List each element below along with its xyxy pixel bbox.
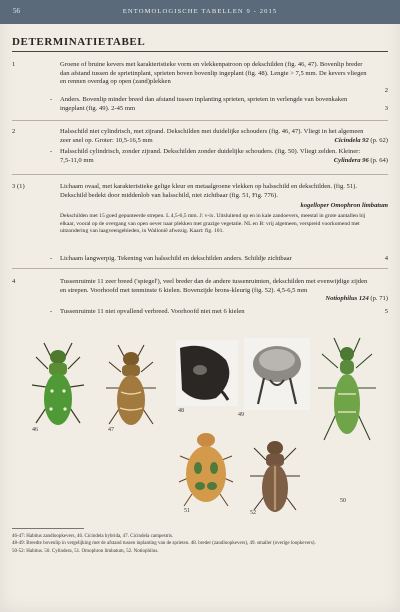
running-title: ENTOMOLOGISCHE TABELLEN 9 - 2015: [122, 8, 278, 15]
beetle-51-illustration: [178, 426, 234, 512]
page-ref: (p. 71): [370, 295, 388, 302]
page-number: 56: [13, 7, 20, 15]
couplet-number: 4: [12, 278, 16, 285]
couplet-1: [12, 61, 388, 94]
couplet-2-b: - Halsschild cylindrisch, zonder zijrand. Dekschilden zonder duidelijke schouders. (fig. 50). Vliegt zelden. Kleiner: 7,5-11,0 mm Cylindera 96 (p. 64): [50, 148, 388, 164]
beetle-50-illustration: [316, 336, 378, 452]
couplet-number: 1: [12, 61, 16, 68]
caption-50-52: 50-52: Habitus. 50. Cylindera, 51. Omophron limbatum, 52. Notiophilus.: [12, 548, 159, 554]
figure-label: 46: [32, 427, 38, 433]
beetle-47-illustration: [104, 342, 158, 438]
figure-label: 49: [238, 412, 244, 418]
taxon-result: kogelloper Omophron limbatum: [300, 202, 388, 209]
couplet-lead-a: Lichaam ovaal, met karakteristieke gelige kleur en metaalgroene vlekken op halsschild en dekschilden. (fig. 51). Dekschild bedekt door middenlob van halsschild, niet zichtbaar (fig. 51, Fig. 776).: [60, 183, 357, 199]
taxon-result: Notiophilus 124: [325, 295, 369, 302]
couplet-goto: 5: [384, 308, 388, 315]
couplet-goto: 4: [384, 255, 388, 262]
taxon-result: Cicindela 92: [334, 137, 369, 144]
couplet-separator: [12, 268, 388, 269]
figure-label: 52: [250, 510, 256, 516]
couplet-number: 2: [12, 128, 16, 135]
couplet-number: 3 (1): [12, 183, 25, 190]
figure-label: 50: [340, 498, 346, 504]
beetle-52-illustration: [246, 432, 304, 518]
section-title: DETERMINATIETABEL: [12, 36, 146, 48]
taxon-result: Cylindera 96: [333, 157, 369, 164]
labrum-49-illustration: [244, 338, 310, 410]
caption-46-47: 46-47: Habitus zandloopkevers, 46. Cicindela hybrida, 47. Cicindela campestris.: [12, 534, 174, 539]
figure-label: 48: [178, 408, 184, 414]
couplet-1-b: - Anders. Bovenlip minder breed dan afstand tussen inplanting sprieten, sprieten in verlengde van bovenkaken ingeplant (fig. 49). 2-45 mm 3: [50, 96, 388, 112]
couplet-lead-b: Tussenruimte 11 niet opvallend verbreed. Voorhoofd niet met 6 kielen: [60, 308, 245, 315]
caption-48-49: 48-49: Breedte bovenlip in vergelijking met de afstand tussen inplanting van de sprieten. 48. breder (zandloopkevers), 49. smaller (overige loopkevers).: [12, 541, 316, 547]
couplet-lead-a: Tussenruimte 11 zeer breed ('spiegel'), veel breder dan de andere tussenruimten, dekschilden met evenwijdige zijden en strepen. Voorhoofd met tenminste 6 kielen. Bovenzijde brons-kleurig (fig. 52). 4,5-6,5 mm: [60, 278, 368, 294]
couplet-lead-a: Halsschild niet cylindrisch, met zijrand. Dekschilden met duidelijke schouders (fig. 46, 47). Vliegt in het algemeen zeer snel op. Groter: 10,5-16,5 mm: [60, 128, 364, 144]
couplet-2: [12, 128, 388, 145]
couplet-4: [12, 278, 388, 302]
couplet-lead-b: Anders. Bovenlip minder breed dan afstand tussen inplanting sprieten, sprieten in verlengde van bovenkaken ingeplant (fig. 49). 2-45 mm: [60, 96, 348, 112]
species-note: [12, 213, 388, 236]
beetle-46-illustration: [30, 339, 86, 439]
couplet-3-b: - Lichaam langwerpig. Tekening van halsschild en dekschilden anders. Schildje zichtbaar 4: [50, 255, 388, 262]
page-ref: (p. 64): [370, 157, 388, 164]
page-ref: (p. 62): [370, 137, 388, 144]
couplet-goto: 2: [384, 87, 388, 94]
couplet-4-b: - Tussenruimte 11 niet opvallend verbreed. Voorhoofd niet met 6 kielen 5: [50, 308, 388, 315]
figure-captions: [12, 533, 386, 555]
couplet-goto: 3: [384, 105, 388, 112]
couplet-separator: [12, 120, 388, 121]
caption-rule: [12, 528, 84, 529]
couplet-lead-a: Groene of bruine kevers met karakteristieke vorm en vlekkenpatroon op dekschilden (fig. 46, 47). Bovenlip breder dan afstand tussen de sprietinplant, sprieten boven bovenlip ingeplant (fig. 48). Lengte > 7,5 mm. De kevers vliegen en rennen overdag op open (zand)plekken: [60, 61, 367, 86]
couplet-separator: [12, 174, 388, 175]
page-header: [0, 0, 400, 24]
couplet-3: [12, 183, 388, 200]
title-rule: [12, 51, 388, 52]
figure-label: 51: [184, 508, 190, 514]
couplet-lead-b: Halsschild cylindrisch, zonder zijrand. Dekschilden zonder duidelijke schouders. (fig. 50). Vliegt zelden. Kleiner: 7,5-11,0 mm: [60, 148, 361, 164]
couplet-lead-b: Lichaam langwerpig. Tekening van halsschild en dekschilden anders. Schildje zichtbaar: [60, 255, 292, 262]
figure-plate: [0, 334, 400, 524]
figure-label: 47: [108, 427, 114, 433]
labrum-48-illustration: [176, 340, 238, 406]
species-note-text: Dekschilden met 15 goed gepunteerde strepen. L 4,5-6,5 mm. J: v-ix. Uitsluitend op en in kale zandoevers, meestal in grote aantallen bij elkaar, vooral op de overgang van open oever naar plekken met grazige vegetatie. NL en B: vrij algemeen, verspreid voorkomend met uitzondering van laagveengebieden, in Wallonië afwezig. Kaart: fig. 101.: [60, 213, 366, 235]
